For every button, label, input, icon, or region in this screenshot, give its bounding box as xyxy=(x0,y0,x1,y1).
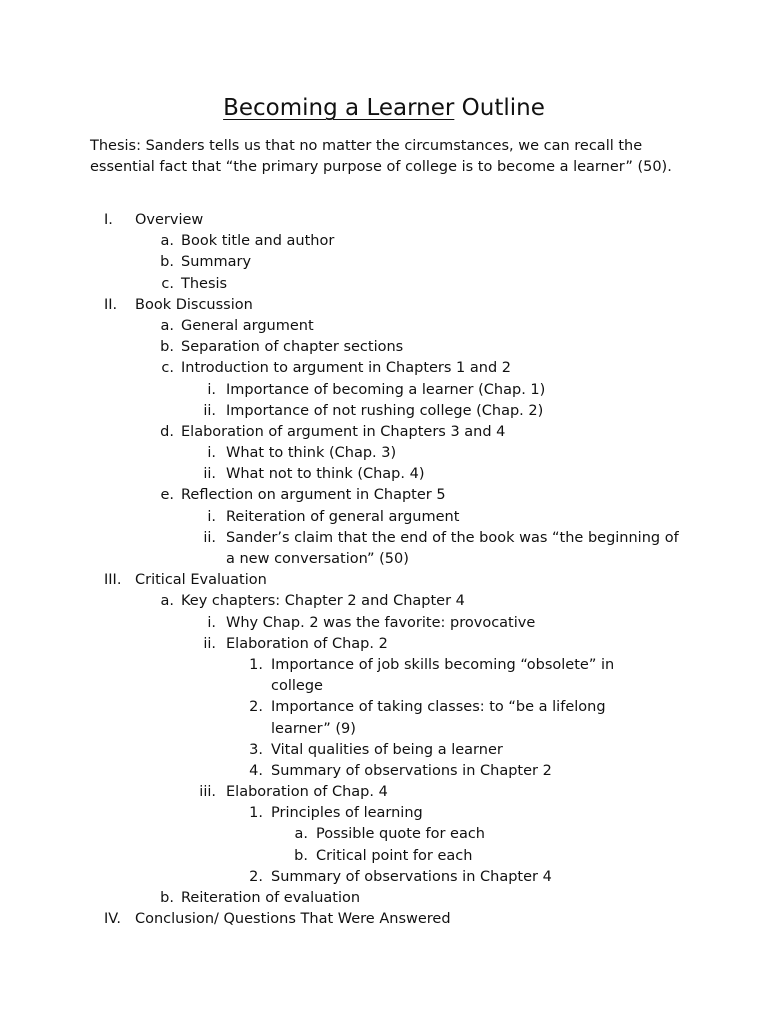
outline-item-level-5 xyxy=(0,824,768,845)
title-rest-part: Outline xyxy=(454,95,545,121)
outline-text: Importance of not rushing college (Chap. 2) xyxy=(226,402,544,419)
outline-item-level-3 xyxy=(0,528,768,570)
outline-text: Elaboration of argument in Chapters 3 and 4 xyxy=(181,423,506,440)
outline-item-level-4 xyxy=(0,697,768,739)
outline-marker: b. xyxy=(160,890,174,907)
outline-item-level-5 xyxy=(0,846,768,867)
outline-text: Sander’s claim that the end of the book was “the beginning of a new conversation” (50) xyxy=(226,529,679,568)
outline-text: Introduction to argument in Chapters 1 and 2 xyxy=(181,360,512,377)
outline-marker: ii. xyxy=(203,635,216,652)
outline-item-level-2 xyxy=(0,591,768,612)
outline-marker: I. xyxy=(104,212,113,228)
outline-marker: b. xyxy=(294,847,308,864)
outline-text: Importance of job skills becoming “obsolete” in college xyxy=(271,656,615,695)
outline-item-level-3 xyxy=(0,507,768,528)
outline-marker: d. xyxy=(160,423,174,440)
outline-marker: i. xyxy=(207,445,216,462)
outline-item-level-1 xyxy=(0,295,768,316)
outline-item-level-2 xyxy=(0,274,768,295)
outline-list xyxy=(0,210,768,930)
outline-text: Why Chap. 2 was the favorite: provocative xyxy=(226,614,536,631)
outline-item-level-3 xyxy=(0,401,768,422)
outline-text: Summary of observations in Chapter 2 xyxy=(271,762,552,779)
outline-marker: b. xyxy=(160,254,174,271)
outline-item-level-3 xyxy=(0,443,768,464)
outline-marker: ii. xyxy=(203,466,216,483)
outline-item-level-4 xyxy=(0,761,768,782)
outline-marker: i. xyxy=(207,508,216,525)
outline-text: Conclusion/ Questions That Were Answered xyxy=(135,911,451,928)
outline-text: Importance of becoming a learner (Chap. 1) xyxy=(226,381,546,398)
outline-item-level-3 xyxy=(0,613,768,634)
outline-item-level-4 xyxy=(0,867,768,888)
outline-marker: II. xyxy=(104,296,118,313)
outline-text: Reiteration of evaluation xyxy=(181,890,361,907)
outline-marker: a. xyxy=(160,317,174,334)
outline-marker: c. xyxy=(161,360,174,377)
outline-text: Key chapters: Chapter 2 and Chapter 4 xyxy=(181,593,465,610)
outline-marker: a. xyxy=(294,826,308,843)
outline-marker: c. xyxy=(161,275,174,292)
outline-marker: b. xyxy=(160,339,174,356)
outline-item-level-2 xyxy=(0,422,768,443)
outline-text: Book Discussion xyxy=(135,296,253,313)
outline-text: Critical Evaluation xyxy=(135,572,267,589)
outline-item-level-2 xyxy=(0,231,768,252)
outline-marker: ii. xyxy=(203,529,216,546)
outline-marker: III. xyxy=(104,572,122,589)
outline-text: Elaboration of Chap. 2 xyxy=(226,635,388,652)
outline-item-level-4 xyxy=(0,655,768,697)
outline-marker: a. xyxy=(160,233,174,250)
outline-item-level-3 xyxy=(0,380,768,401)
outline-item-level-1 xyxy=(0,210,768,231)
outline-item-level-3 xyxy=(0,634,768,655)
outline-item-level-2 xyxy=(0,252,768,273)
outline-marker: ii. xyxy=(203,402,216,419)
outline-item-level-2 xyxy=(0,316,768,337)
outline-marker: 4. xyxy=(249,762,263,779)
outline-text: Separation of chapter sections xyxy=(181,339,404,356)
outline-text: Principles of learning xyxy=(271,805,423,822)
outline-text: Elaboration of Chap. 4 xyxy=(226,784,388,801)
outline-text: Summary of observations in Chapter 4 xyxy=(271,868,552,885)
outline-marker: a. xyxy=(160,593,174,610)
outline-text: Book title and author xyxy=(181,233,335,250)
outline-text: General argument xyxy=(181,317,314,334)
document-title xyxy=(0,93,768,123)
outline-text: Reiteration of general argument xyxy=(226,508,460,525)
outline-text: Reflection on argument in Chapter 5 xyxy=(181,487,446,504)
outline-marker: i. xyxy=(207,381,216,398)
outline-text: What not to think (Chap. 4) xyxy=(226,466,425,483)
outline-item-level-3 xyxy=(0,782,768,803)
outline-text: Vital qualities of being a learner xyxy=(271,741,503,758)
outline-marker: 2. xyxy=(249,699,263,716)
outline-marker: 3. xyxy=(249,741,263,758)
outline-marker: 2. xyxy=(249,868,263,885)
outline-text: Critical point for each xyxy=(316,847,473,864)
outline-item-level-2 xyxy=(0,358,768,379)
outline-item-level-2 xyxy=(0,337,768,358)
outline-item-level-2 xyxy=(0,485,768,506)
outline-item-level-1 xyxy=(0,909,768,930)
outline-text: Summary xyxy=(181,254,252,271)
outline-item-level-4 xyxy=(0,740,768,761)
outline-marker: iii. xyxy=(199,784,216,801)
outline-text: Possible quote for each xyxy=(316,826,485,843)
outline-marker: 1. xyxy=(249,656,263,673)
outline-item-level-1 xyxy=(0,570,768,591)
outline-text: Thesis xyxy=(181,275,228,292)
outline-item-level-2 xyxy=(0,888,768,909)
outline-item-level-4 xyxy=(0,803,768,824)
thesis-paragraph: Thesis: Sanders tells us that no matter the circumstances, we can recall the essential fact that “the primary purpose of college is to become a learner” (50). xyxy=(90,138,672,176)
outline-text: Importance of taking classes: to “be a lifelong learner” (9) xyxy=(271,699,606,737)
outline-marker: e. xyxy=(160,487,174,504)
title-underlined-part: Becoming a Learner xyxy=(223,95,455,121)
outline-marker: i. xyxy=(207,614,216,631)
outline-text: What to think (Chap. 3) xyxy=(226,445,397,462)
outline-marker: IV. xyxy=(104,911,121,928)
outline-item-level-3 xyxy=(0,464,768,485)
outline-marker: 1. xyxy=(249,805,263,822)
outline-text: Overview xyxy=(135,212,204,228)
